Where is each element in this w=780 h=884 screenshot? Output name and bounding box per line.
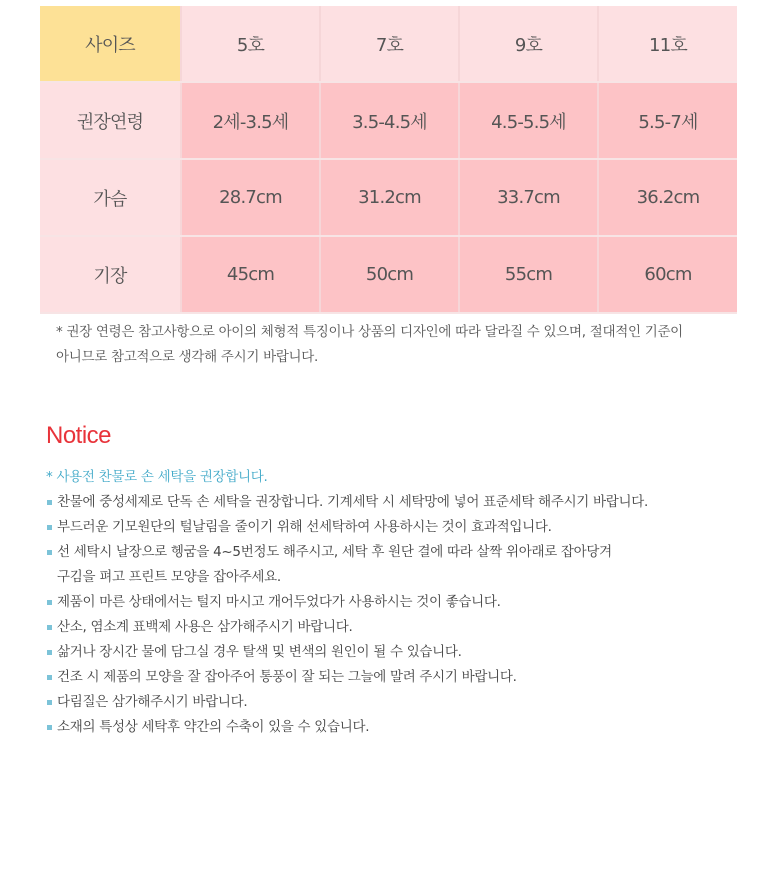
list-item-text: 제품이 마른 상태에서는 털지 마시고 개어두었다가 사용하시는 것이 좋습니다. <box>57 594 501 610</box>
square-bullet-icon <box>47 600 52 605</box>
square-bullet-icon <box>47 650 52 655</box>
square-bullet-icon <box>47 625 52 630</box>
row-label: 기장 <box>40 236 181 313</box>
table-cell: 60cm <box>598 236 737 313</box>
list-item-text: 소재의 특성상 세탁후 약간의 수축이 있을 수 있습니다. <box>57 719 370 735</box>
list-item-text: 다림질은 삼가해주시기 바랍니다. <box>57 694 248 710</box>
notice-list <box>46 465 746 740</box>
table-cell: 50cm <box>320 236 459 313</box>
table-cell: 36.2cm <box>598 159 737 236</box>
table-cell: 2세-3.5세 <box>181 82 320 159</box>
table-cell: 4.5-5.5세 <box>459 82 598 159</box>
list-item <box>46 640 746 665</box>
table-header-label: 사이즈 <box>40 6 181 82</box>
list-item-text: 구김을 펴고 프린트 모양을 잡아주세요. <box>57 569 281 585</box>
list-item <box>46 515 746 540</box>
list-item-text: 산소, 염소계 표백제 사용은 삼가해주시기 바랍니다. <box>57 619 353 635</box>
table-row <box>40 82 737 159</box>
list-item <box>46 690 746 715</box>
age-note-line: 아니므로 참고적으로 생각해 주시기 바랍니다. <box>56 349 319 365</box>
list-item-text: 삶거나 장시간 물에 담그실 경우 탈색 및 변색의 원인이 될 수 있습니다. <box>57 644 462 660</box>
table-cell: 5.5-7세 <box>598 82 737 159</box>
list-item <box>46 665 746 690</box>
table-cell: 31.2cm <box>320 159 459 236</box>
square-bullet-icon <box>47 675 52 680</box>
table-header-row <box>40 6 737 82</box>
list-item <box>46 490 746 515</box>
list-item-text: 건조 시 제품의 모양을 잘 잡아주어 통풍이 잘 되는 그늘에 말려 주시기 바랍니다. <box>57 669 517 685</box>
square-bullet-icon <box>47 725 52 730</box>
list-item <box>46 715 746 740</box>
row-label: 권장연령 <box>40 82 181 159</box>
table-header-cell: 5호 <box>181 6 320 82</box>
square-bullet-icon <box>47 550 52 555</box>
list-item-text: 선 세탁시 날장으로 헹굼을 4~5번정도 해주시고, 세탁 후 원단 결에 따라 살짝 위아래로 잡아당겨 <box>57 544 612 560</box>
table-cell: 33.7cm <box>459 159 598 236</box>
table-cell: 3.5-4.5세 <box>320 82 459 159</box>
table-row <box>40 236 737 313</box>
table-cell: 28.7cm <box>181 159 320 236</box>
list-item-text: 찬물에 중성세제로 단독 손 세탁을 권장합니다. 기계세탁 시 세탁망에 넣어 표준세탁 해주시기 바랍니다. <box>57 494 648 510</box>
row-label: 가슴 <box>40 159 181 236</box>
square-bullet-icon <box>47 700 52 705</box>
table-row <box>40 159 737 236</box>
table-header-cell: 9호 <box>459 6 598 82</box>
square-bullet-icon <box>47 525 52 530</box>
list-item <box>46 615 746 640</box>
size-table <box>40 6 737 314</box>
square-bullet-icon <box>47 500 52 505</box>
age-note-line: * 권장 연령은 참고사항으로 아이의 체형적 특징이나 상품의 디자인에 따라 달라질 수 있으며, 절대적인 기준이 <box>56 324 683 340</box>
table-cell: 55cm <box>459 236 598 313</box>
list-item <box>46 540 746 590</box>
list-item <box>46 590 746 615</box>
table-header-cell: 11호 <box>598 6 737 82</box>
table-header-cell: 7호 <box>320 6 459 82</box>
age-note <box>56 320 736 370</box>
list-item-text: 부드러운 기모원단의 털날림을 줄이기 위해 선세탁하여 사용하시는 것이 효과적입니다. <box>57 519 552 535</box>
table-cell: 45cm <box>181 236 320 313</box>
notice-first-item: * 사용전 찬물로 손 세탁을 권장합니다. <box>46 469 268 485</box>
notice-title: Notice <box>46 422 112 449</box>
